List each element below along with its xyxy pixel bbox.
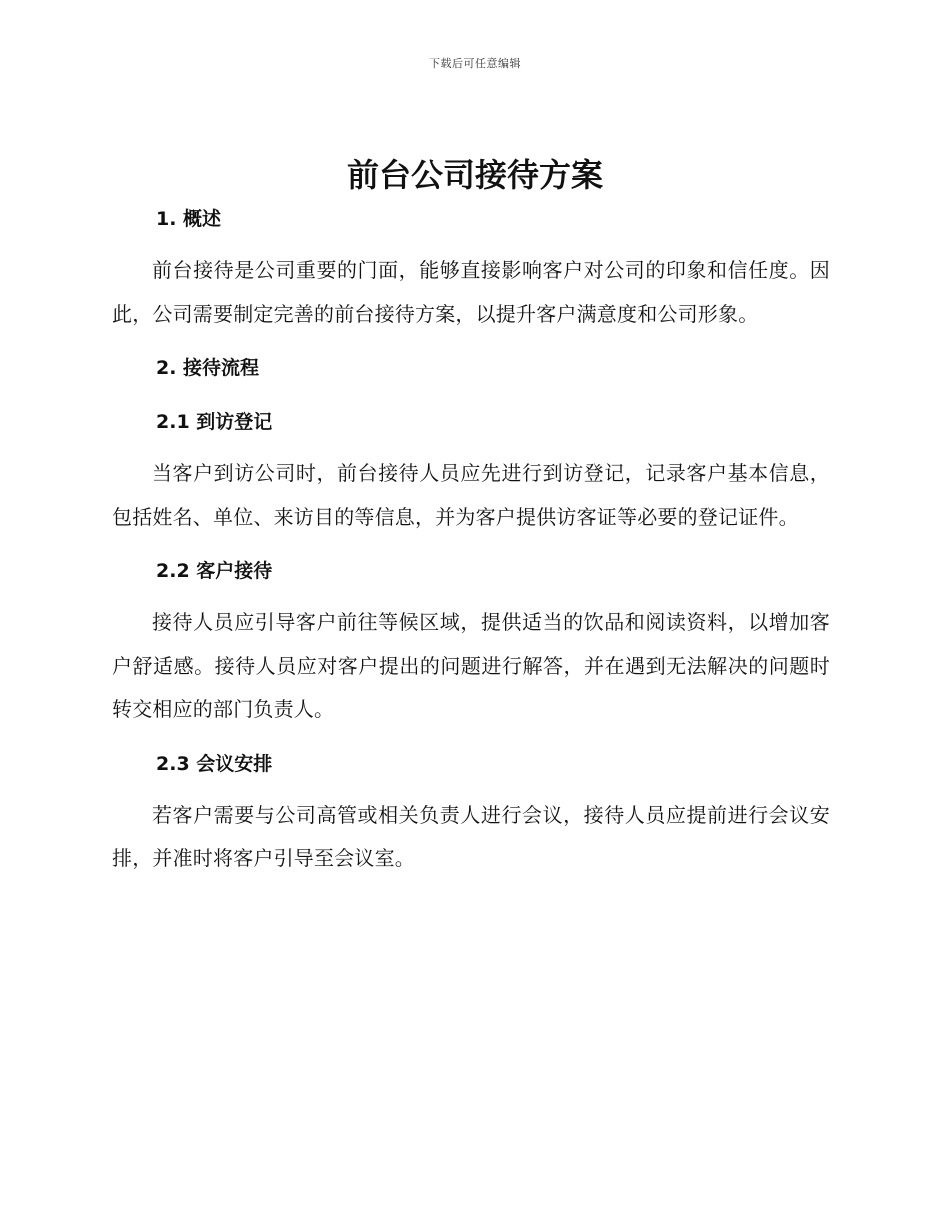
document-title: 前台公司接待方案 — [346, 156, 603, 194]
section-heading-customer-reception: 2.2 客户接待 — [156, 560, 273, 582]
section-paragraph-customer-reception: 接待人员应引导客户前往等候区域，提供适当的饮品和阅读资料，以增加客户舒适感。接待人员应对客户提出的问题进行解答，并在遇到无法解决的问题时转交相应的部门负责人。 — [112, 610, 830, 721]
section-paragraph-visit-registration: 当客户到访公司时，前台接待人员应先进行到访登记，记录客户基本信息，包括姓名、单位、来访目的等信息，并为客户提供访客证等必要的登记证件。 — [112, 461, 830, 529]
section-paragraph-meeting-arrangement: 若客户需要与公司高管或相关负责人进行会议，接待人员应提前进行会议安排，并准时将客户引导至会议室。 — [112, 802, 830, 870]
section-paragraph-overview: 前台接待是公司重要的门面，能够直接影响客户对公司的印象和信任度。因此，公司需要制定完善的前台接待方案，以提升客户满意度和公司形象。 — [112, 258, 830, 326]
section-heading-meeting-arrangement: 2.3 会议安排 — [156, 752, 273, 775]
section-heading-overview: 1. 概述 — [156, 208, 222, 230]
header-note: 下载后可任意编辑 — [429, 57, 521, 70]
section-heading-reception-process: 2. 接待流程 — [156, 357, 260, 379]
section-heading-visit-registration: 2.1 到访登记 — [156, 411, 273, 433]
document-body — [112, 203, 830, 881]
